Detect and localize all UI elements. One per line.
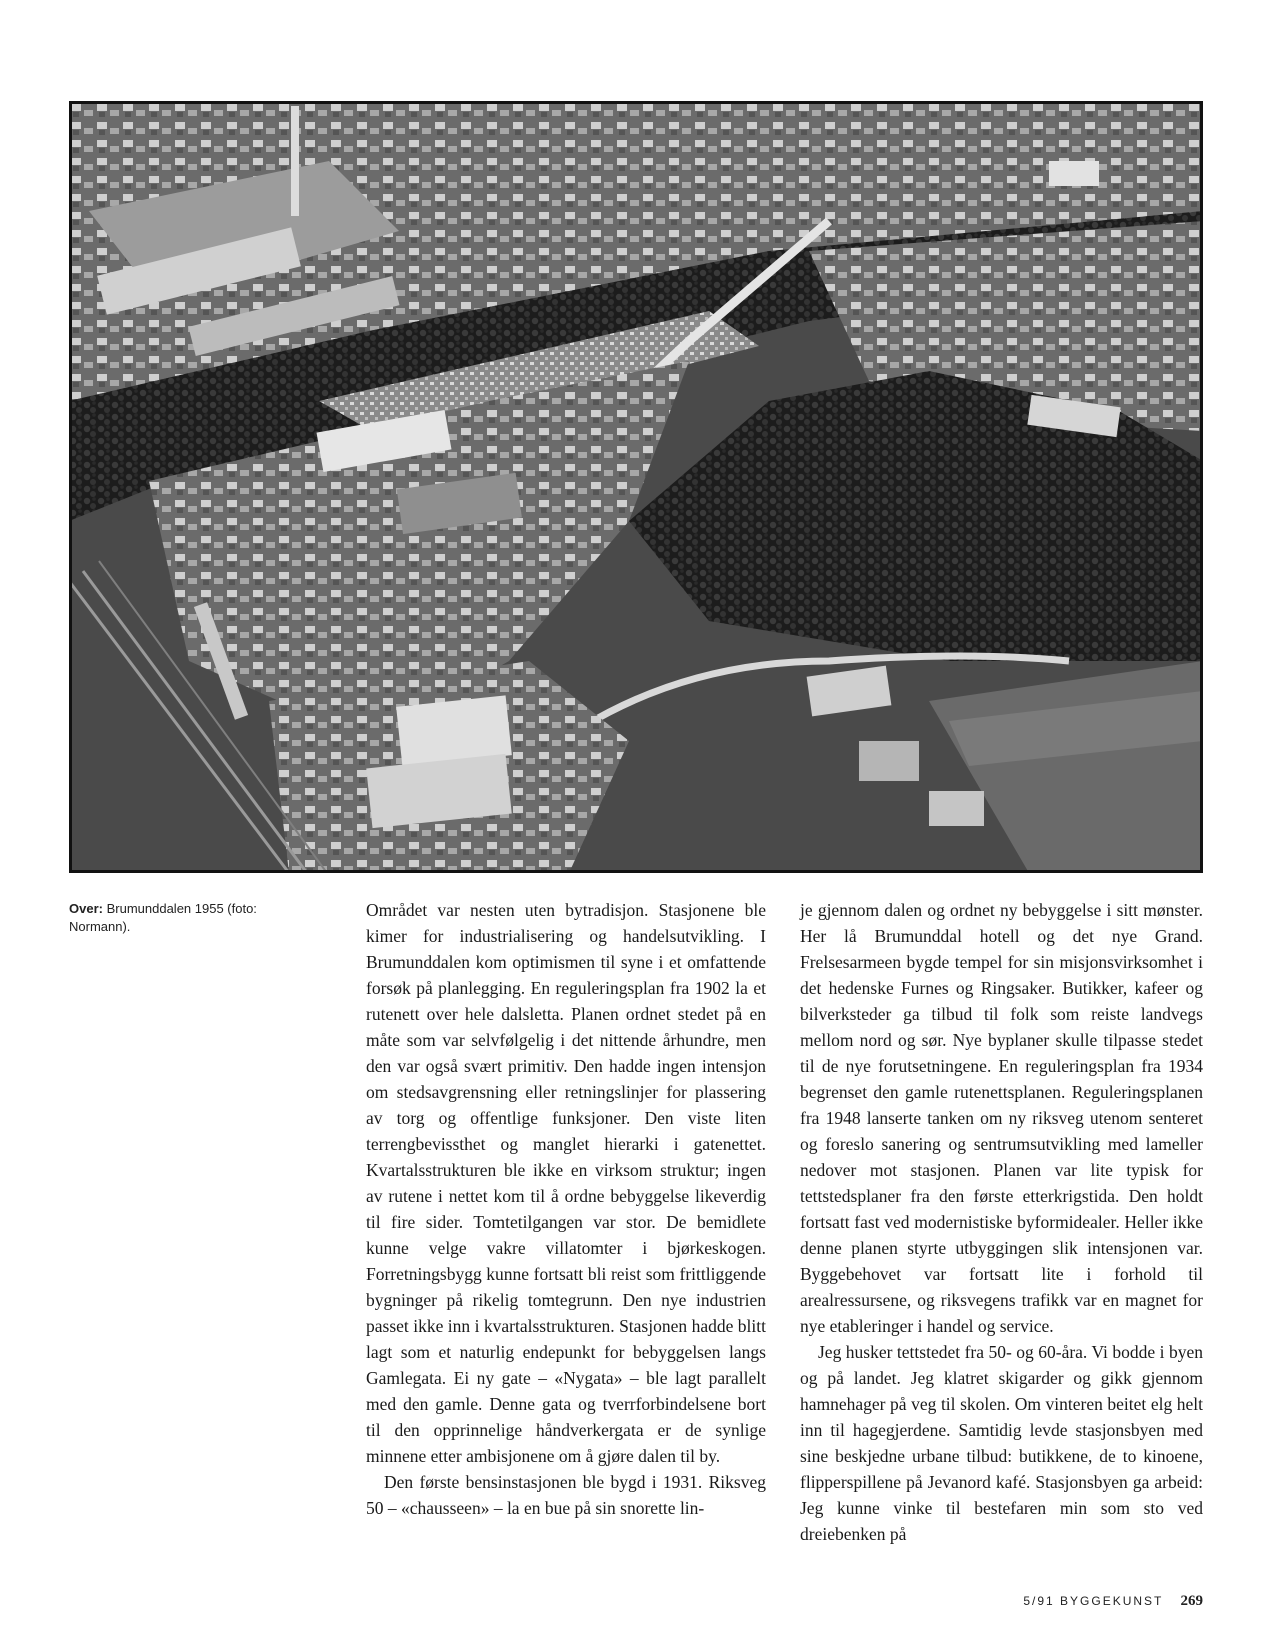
paragraph: je gjennom dalen og ordnet ny bebyggelse i sitt mønster. Her lå Brumunddal hotell og det nye Grand. Frelsesarmeen bygde tempel for sin misjonsvirksomhet i det hedenske Furnes og Ringsaker. Butikker, kafeer og bilverksteder ga tilbud til folk som reiste landvegs mellom nord og sør. Nye byplaner skulle tilpasse stedet til de nye forutsetningene. En reguleringsplan fra 1934 begrenset den gamle rutenettsplanen. Reguleringsplanen fra 1948 lanserte tanken om ny riksveg utenom senteret og foreslo sanering og sentrumsutvikling med lameller nedover mot stasjonen. Planen var lite typisk for tettstedsplaner fra den første etterkrigstida. Den holdt fortsatt fast ved modernistiske byformidealer. Heller ikke denne planen styrte utbyggingen slik intensjonen var. Byggebehovet var fortsatt lite i forhold til arealressursene, og riksvegens trafikk var en magnet for nye etableringer i handel og service. xyxy=(800,900,1203,1336)
text-column-2 xyxy=(800,897,1203,1547)
page-footer xyxy=(950,1593,1203,1610)
aerial-photo-illustration xyxy=(69,101,1203,873)
page-number: 269 xyxy=(1180,1593,1203,1609)
aerial-photo xyxy=(69,101,1203,873)
caption-label: Over: xyxy=(69,901,103,916)
photo-caption xyxy=(69,900,319,936)
text-column-1 xyxy=(366,897,766,1521)
journal-issue: 5/91 BYGGEKUNST xyxy=(1023,1594,1164,1608)
paragraph: Den første bensinstasjonen ble bygd i 1931. Riksveg 50 – «chausseen» – la en bue på sin snorette lin- xyxy=(366,1472,766,1518)
paragraph: Området var nesten uten bytradisjon. Stasjonene ble kimer for industrialisering og handelsutvikling. I Brumunddalen kom optimismen til syne i et omfattende forsøk på planlegging. En reguleringsplan fra 1902 la et rutenett over hele dalsletta. Planen ordnet stedet på en måte som var selvfølgelig i det nittende århundre, men den var også svært primitiv. Den hadde ingen intensjon om stedsavgrensning eller retningslinjer for plassering av torg og offentlige funksjoner. Den viste liten terrengbevissthet og manglet hierarki i gatenettet. Kvartalsstrukturen ble ikke en virksom struktur; ingen av rutene i nettet kom til å ordne bebyggelse likeverdig til fire sider. Tomtetilgangen var stor. De bemidlete kunne velge vakre villatomter i bjørkeskogen. Forretningsbygg kunne fortsatt bli reist som frittliggende bygninger på rikelig tomtegrunn. Den nye industrien passet ikke inn i kvartalsstrukturen. Stasjonen hadde blitt lagt som et naturlig endepunkt for bebyggelsen langs Gamlegata. Ei ny gate – «Nygata» – ble lagt parallelt med den gamle. Denne gata og tverrforbindelsene bort til den opprinnelige håndverkergata er de synlige minnene etter ambisjonene om å gjøre dalen til by. xyxy=(366,900,766,1466)
paragraph: Jeg husker tettstedet fra 50- og 60-åra. Vi bodde i byen og på landet. Jeg klatret skigarder og gikk gjennom hamnehager på veg til skolen. Om vinteren beitet elg helt inn til hagegjerdene. Samtidig levde stasjonsbyen med sine beskjedne urbane tilbud: butikkene, de to kinoene, flipperspillene på Jevanord kafé. Stasjonsbyen ga arbeid: Jeg kunne vinke til bestefaren min som sto ved dreiebenken på xyxy=(800,1342,1203,1544)
caption-text: Brumunddalen 1955 (foto: Normann). xyxy=(69,901,257,934)
